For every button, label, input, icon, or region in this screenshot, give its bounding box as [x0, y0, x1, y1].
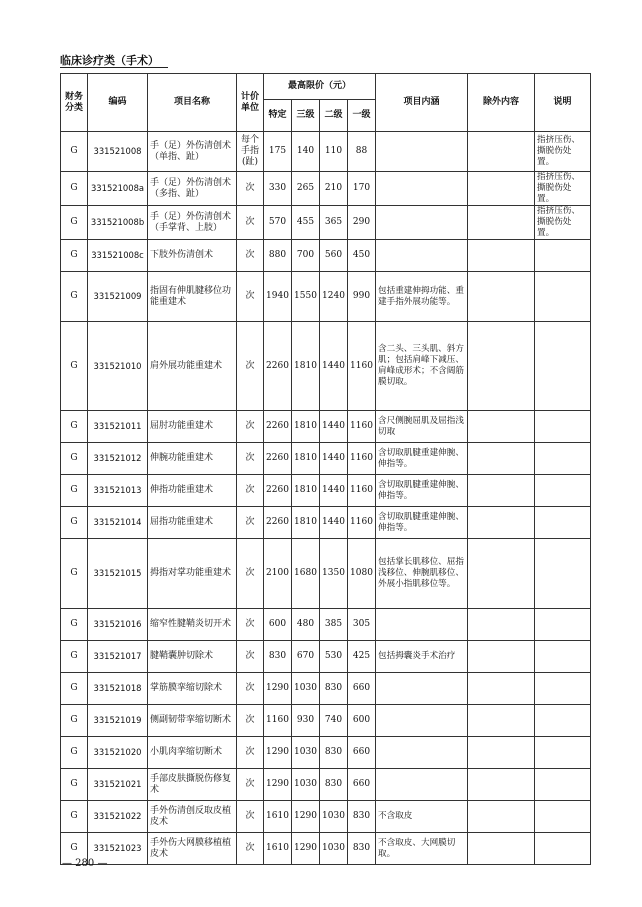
item-name-cell: 拇指对掌功能重建术 [148, 539, 237, 609]
price-special-cell: 830 [264, 641, 292, 673]
price-level2-cell: 1030 [320, 801, 348, 833]
price-level1-cell: 660 [348, 737, 376, 769]
pricing-unit-cell: 次 [237, 705, 264, 737]
excluded-content-cell [468, 475, 535, 507]
price-level2-cell: 1030 [320, 833, 348, 865]
price-special-cell: 2260 [264, 322, 292, 411]
code-cell: 331521008b [88, 206, 148, 240]
excluded-content-cell [468, 443, 535, 475]
finance-category-cell: G [61, 673, 88, 705]
notes-cell: 指挤压伤、撕脱伤处置。 [535, 132, 591, 172]
price-level1-cell: 660 [348, 673, 376, 705]
notes-cell [535, 673, 591, 705]
code-cell: 331521008c [88, 240, 148, 272]
item-name-cell: 屈肘功能重建术 [148, 411, 237, 443]
price-level3-cell: 700 [292, 240, 320, 272]
notes-cell [535, 833, 591, 865]
price-special-cell: 600 [264, 609, 292, 641]
item-name-cell: 肩外展功能重建术 [148, 322, 237, 411]
code-cell: 331521009 [88, 272, 148, 322]
price-level3-cell: 1810 [292, 411, 320, 443]
finance-category-cell: G [61, 272, 88, 322]
pricing-unit-cell: 每个手指(趾) [237, 132, 264, 172]
table-row [61, 240, 591, 272]
item-content-cell: 含切取肌腱重建伸腕、伸指等。 [376, 507, 468, 539]
price-level3-cell: 1290 [292, 833, 320, 865]
finance-category-cell: G [61, 801, 88, 833]
excluded-content-cell [468, 539, 535, 609]
item-content-cell [376, 705, 468, 737]
excluded-content-cell [468, 206, 535, 240]
pricing-unit-cell: 次 [237, 322, 264, 411]
notes-cell [535, 443, 591, 475]
notes-cell [535, 737, 591, 769]
excluded-content-cell [468, 240, 535, 272]
header-excluded-content: 除外内容 [468, 74, 535, 132]
price-level1-cell: 170 [348, 172, 376, 206]
section-title: 临床诊疗类（手术） [60, 54, 159, 67]
price-level3-cell: 1810 [292, 507, 320, 539]
finance-category-cell: G [61, 833, 88, 865]
price-level3-cell: 480 [292, 609, 320, 641]
price-level2-cell: 530 [320, 641, 348, 673]
price-level2-cell: 560 [320, 240, 348, 272]
finance-category-cell: G [61, 172, 88, 206]
price-special-cell: 2260 [264, 443, 292, 475]
price-special-cell: 1160 [264, 705, 292, 737]
pricing-unit-cell: 次 [237, 833, 264, 865]
price-level1-cell: 305 [348, 609, 376, 641]
item-content-cell: 不含取皮、大网膜切取。 [376, 833, 468, 865]
notes-cell [535, 641, 591, 673]
price-level1-cell: 1160 [348, 507, 376, 539]
price-special-cell: 1940 [264, 272, 292, 322]
excluded-content-cell [468, 801, 535, 833]
price-level3-cell: 1810 [292, 475, 320, 507]
pricing-unit-cell: 次 [237, 411, 264, 443]
code-cell: 331521016 [88, 609, 148, 641]
notes-cell [535, 769, 591, 801]
price-level2-cell: 1440 [320, 507, 348, 539]
price-level3-cell: 670 [292, 641, 320, 673]
table-row [61, 443, 591, 475]
price-special-cell: 175 [264, 132, 292, 172]
item-name-cell: 缩窄性腱鞘炎切开术 [148, 609, 237, 641]
price-level1-cell: 830 [348, 833, 376, 865]
price-level3-cell: 1810 [292, 322, 320, 411]
table-row [61, 705, 591, 737]
excluded-content-cell [468, 737, 535, 769]
code-cell: 331521023 [88, 833, 148, 865]
item-content-cell [376, 609, 468, 641]
excluded-content-cell [468, 322, 535, 411]
price-level2-cell: 830 [320, 737, 348, 769]
pricing-unit-cell: 次 [237, 272, 264, 322]
price-special-cell: 2260 [264, 475, 292, 507]
price-special-cell: 1610 [264, 801, 292, 833]
price-level1-cell: 1160 [348, 475, 376, 507]
header-price-level3: 三级 [292, 100, 320, 132]
table-row [61, 641, 591, 673]
header-price-level2: 二级 [320, 100, 348, 132]
item-content-cell: 包括掌长肌移位、屈指浅移位、伸腕肌移位、外展小指肌移位等。 [376, 539, 468, 609]
price-level1-cell: 450 [348, 240, 376, 272]
finance-category-cell: G [61, 132, 88, 172]
price-level1-cell: 290 [348, 206, 376, 240]
finance-category-cell: G [61, 240, 88, 272]
header-pricing-unit: 计价单位 [237, 74, 264, 132]
header-price-level1: 一级 [348, 100, 376, 132]
price-level3-cell: 455 [292, 206, 320, 240]
item-name-cell: 手部皮肤撕脱伤修复术 [148, 769, 237, 801]
table-row [61, 801, 591, 833]
price-level2-cell: 740 [320, 705, 348, 737]
table-row [61, 172, 591, 206]
price-level3-cell: 265 [292, 172, 320, 206]
item-name-cell: 伸指功能重建术 [148, 475, 237, 507]
finance-category-cell: G [61, 443, 88, 475]
fee-table [60, 73, 591, 865]
notes-cell [535, 475, 591, 507]
pricing-unit-cell: 次 [237, 507, 264, 539]
finance-category-cell: G [61, 322, 88, 411]
excluded-content-cell [468, 132, 535, 172]
code-cell: 331521013 [88, 475, 148, 507]
price-level2-cell: 110 [320, 132, 348, 172]
price-special-cell: 1290 [264, 769, 292, 801]
code-cell: 331521015 [88, 539, 148, 609]
excluded-content-cell [468, 705, 535, 737]
item-name-cell: 手（足）外伤清创术（多指、趾） [148, 172, 237, 206]
pricing-unit-cell: 次 [237, 539, 264, 609]
item-content-cell: 不含取皮 [376, 801, 468, 833]
price-level1-cell: 1160 [348, 322, 376, 411]
excluded-content-cell [468, 411, 535, 443]
table-row [61, 539, 591, 609]
code-cell: 331521020 [88, 737, 148, 769]
price-level2-cell: 1440 [320, 322, 348, 411]
code-cell: 331521008 [88, 132, 148, 172]
pricing-unit-cell: 次 [237, 240, 264, 272]
item-name-cell: 侧副韧带挛缩切断术 [148, 705, 237, 737]
pricing-unit-cell: 次 [237, 172, 264, 206]
table-row [61, 507, 591, 539]
excluded-content-cell [468, 272, 535, 322]
header-code: 编码 [88, 74, 148, 132]
code-cell: 331521012 [88, 443, 148, 475]
header-max-price: 最高限价（元） [264, 74, 376, 100]
notes-cell [535, 272, 591, 322]
price-special-cell: 1290 [264, 737, 292, 769]
code-cell: 331521011 [88, 411, 148, 443]
header-item-content: 项目内涵 [376, 74, 468, 132]
item-content-cell: 包括拇囊炎手术治疗 [376, 641, 468, 673]
finance-category-cell: G [61, 507, 88, 539]
price-special-cell: 880 [264, 240, 292, 272]
item-name-cell: 手外伤大网膜移植植皮术 [148, 833, 237, 865]
pricing-unit-cell: 次 [237, 443, 264, 475]
price-level2-cell: 1350 [320, 539, 348, 609]
code-cell: 331521008a [88, 172, 148, 206]
item-content-cell: 包括重建伸拇功能、重建手指外展功能等。 [376, 272, 468, 322]
price-level3-cell: 140 [292, 132, 320, 172]
price-level1-cell: 830 [348, 801, 376, 833]
price-level2-cell: 1440 [320, 411, 348, 443]
item-name-cell: 指固有伸肌腱移位功能重建术 [148, 272, 237, 322]
finance-category-cell: G [61, 411, 88, 443]
code-cell: 331521010 [88, 322, 148, 411]
code-cell: 331521019 [88, 705, 148, 737]
section-underline [60, 67, 168, 68]
price-level3-cell: 1030 [292, 673, 320, 705]
table-row [61, 206, 591, 240]
price-level2-cell: 365 [320, 206, 348, 240]
pricing-unit-cell: 次 [237, 641, 264, 673]
item-content-cell: 含切取肌腱重建伸腕、伸指等。 [376, 443, 468, 475]
table-row [61, 673, 591, 705]
price-level2-cell: 1240 [320, 272, 348, 322]
item-name-cell: 手（足）外伤清创术（手掌背、上肢） [148, 206, 237, 240]
price-special-cell: 2260 [264, 507, 292, 539]
pricing-unit-cell: 次 [237, 801, 264, 833]
pricing-unit-cell: 次 [237, 737, 264, 769]
price-special-cell: 1290 [264, 673, 292, 705]
notes-cell: 指挤压伤、撕脱伤处置。 [535, 206, 591, 240]
price-level2-cell: 1440 [320, 475, 348, 507]
item-content-cell [376, 172, 468, 206]
price-special-cell: 330 [264, 172, 292, 206]
price-level2-cell: 1440 [320, 443, 348, 475]
excluded-content-cell [468, 833, 535, 865]
excluded-content-cell [468, 609, 535, 641]
price-level3-cell: 1030 [292, 769, 320, 801]
item-content-cell [376, 132, 468, 172]
item-content-cell: 含切取肌腱重建伸腕、伸指等。 [376, 475, 468, 507]
header-notes: 说明 [535, 74, 591, 132]
pricing-unit-cell: 次 [237, 206, 264, 240]
item-content-cell [376, 737, 468, 769]
notes-cell [535, 507, 591, 539]
price-level1-cell: 1160 [348, 411, 376, 443]
price-level1-cell: 660 [348, 769, 376, 801]
finance-category-cell: G [61, 641, 88, 673]
price-level1-cell: 600 [348, 705, 376, 737]
price-level1-cell: 425 [348, 641, 376, 673]
item-name-cell: 手外伤清创反取皮植皮术 [148, 801, 237, 833]
price-special-cell: 2100 [264, 539, 292, 609]
price-special-cell: 1610 [264, 833, 292, 865]
table-row [61, 833, 591, 865]
code-cell: 331521021 [88, 769, 148, 801]
table-row [61, 272, 591, 322]
finance-category-cell: G [61, 769, 88, 801]
notes-cell [535, 801, 591, 833]
header-finance-category: 财务分类 [61, 74, 88, 132]
table-row [61, 737, 591, 769]
page-number: — 280 — [62, 858, 108, 869]
item-content-cell [376, 673, 468, 705]
notes-cell [535, 609, 591, 641]
price-level3-cell: 930 [292, 705, 320, 737]
item-name-cell: 掌筋膜挛缩切除术 [148, 673, 237, 705]
notes-cell [535, 240, 591, 272]
item-name-cell: 屈指功能重建术 [148, 507, 237, 539]
excluded-content-cell [468, 507, 535, 539]
table-row [61, 475, 591, 507]
finance-category-cell: G [61, 539, 88, 609]
price-level1-cell: 990 [348, 272, 376, 322]
price-level1-cell: 1160 [348, 443, 376, 475]
notes-cell [535, 705, 591, 737]
price-special-cell: 2260 [264, 411, 292, 443]
notes-cell [535, 539, 591, 609]
finance-category-cell: G [61, 475, 88, 507]
pricing-unit-cell: 次 [237, 609, 264, 641]
price-level2-cell: 385 [320, 609, 348, 641]
price-level3-cell: 1810 [292, 443, 320, 475]
notes-cell: 指挤压伤、撕脱伤处置。 [535, 172, 591, 206]
item-name-cell: 下肢外伤清创术 [148, 240, 237, 272]
header-item-name: 项目名称 [148, 74, 237, 132]
item-name-cell: 手（足）外伤清创术（单指、趾） [148, 132, 237, 172]
price-level2-cell: 210 [320, 172, 348, 206]
code-cell: 331521018 [88, 673, 148, 705]
table-row [61, 322, 591, 411]
pricing-unit-cell: 次 [237, 769, 264, 801]
price-level2-cell: 830 [320, 673, 348, 705]
code-cell: 331521017 [88, 641, 148, 673]
item-content-cell: 含二头、三头肌、斜方肌；包括肩峰下减压、肩峰成形术；不含阔筋膜切取。 [376, 322, 468, 411]
pricing-unit-cell: 次 [237, 475, 264, 507]
item-name-cell: 腱鞘囊肿切除术 [148, 641, 237, 673]
excluded-content-cell [468, 641, 535, 673]
table-row [61, 132, 591, 172]
header-price-special: 特定 [264, 100, 292, 132]
finance-category-cell: G [61, 206, 88, 240]
code-cell: 331521014 [88, 507, 148, 539]
excluded-content-cell [468, 172, 535, 206]
item-name-cell: 小肌肉挛缩切断术 [148, 737, 237, 769]
price-level1-cell: 88 [348, 132, 376, 172]
excluded-content-cell [468, 673, 535, 705]
code-cell: 331521022 [88, 801, 148, 833]
price-level2-cell: 830 [320, 769, 348, 801]
item-content-cell [376, 206, 468, 240]
table-row [61, 609, 591, 641]
item-content-cell: 含尺侧腕屈肌及屈指浅切取 [376, 411, 468, 443]
finance-category-cell: G [61, 737, 88, 769]
pricing-unit-cell: 次 [237, 673, 264, 705]
price-special-cell: 570 [264, 206, 292, 240]
item-name-cell: 伸腕功能重建术 [148, 443, 237, 475]
table-row [61, 411, 591, 443]
price-level3-cell: 1550 [292, 272, 320, 322]
price-level1-cell: 1080 [348, 539, 376, 609]
notes-cell [535, 322, 591, 411]
price-level3-cell: 1030 [292, 737, 320, 769]
notes-cell [535, 411, 591, 443]
price-level3-cell: 1290 [292, 801, 320, 833]
item-content-cell [376, 240, 468, 272]
table-row [61, 769, 591, 801]
item-content-cell [376, 769, 468, 801]
excluded-content-cell [468, 769, 535, 801]
finance-category-cell: G [61, 705, 88, 737]
price-level3-cell: 1680 [292, 539, 320, 609]
finance-category-cell: G [61, 609, 88, 641]
